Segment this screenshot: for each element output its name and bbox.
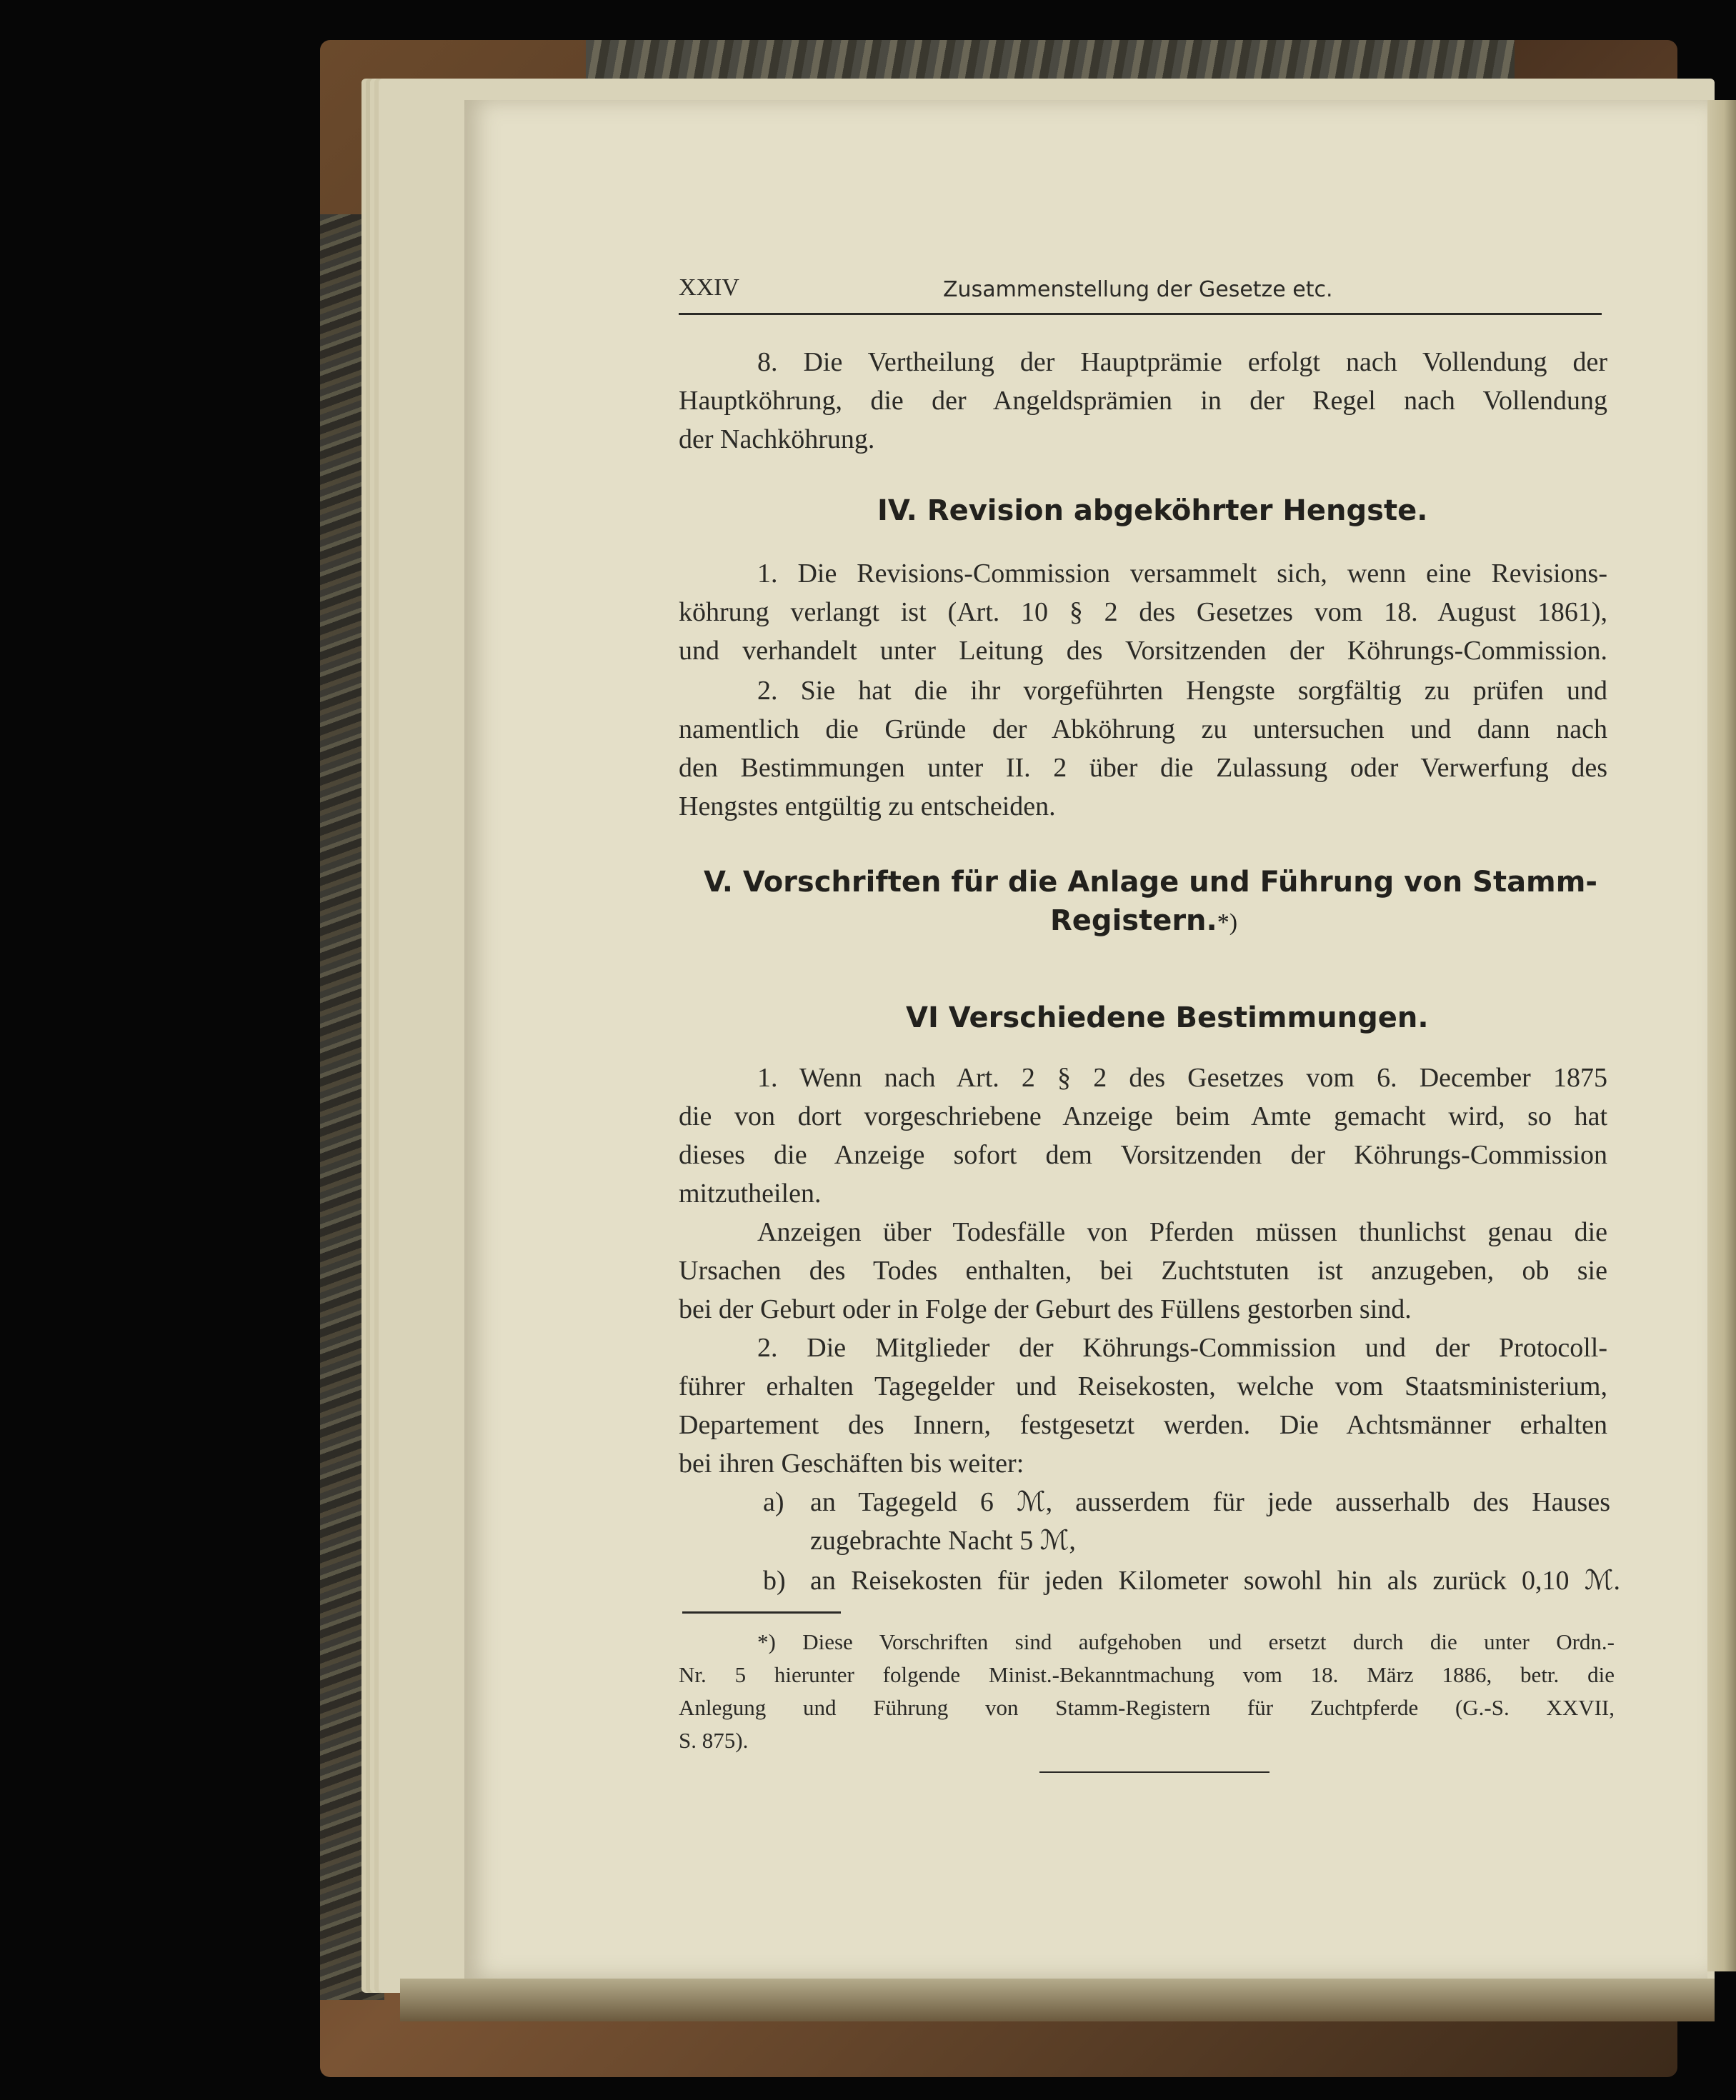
item-a-line-1: an Tagegeld 6 ℳ, ausserdem für jede ausserhalb des Hauses [810, 1487, 1610, 1517]
marbled-spine [320, 214, 384, 2000]
sec4-p2-line-4: Hengstes entgültig zu entscheiden. [679, 791, 1056, 821]
sec4-p2-line-3: den Bestimmungen unter II. 2 über die Zulassung oder Verwerfung des [679, 753, 1607, 783]
sec4-p2-line-2: namentlich die Gründe der Abköhrung zu untersuchen und dann nach [679, 714, 1607, 744]
section-v-heading-line-1: V. Vorschriften für die Anlage und Führung von Stamm- [704, 866, 1598, 899]
sec6-p2-line-2: Ursachen des Todes enthalten, bei Zuchtstuten ist anzugeben, ob sie [679, 1256, 1607, 1286]
section-v-heading-line-2 [1050, 904, 1237, 937]
running-title: Zusammenstellung der Gesetze etc. [943, 277, 1333, 302]
item-b-marker: b) [763, 1566, 786, 1596]
section-v-heading-text: Registern. [1050, 904, 1217, 937]
sec4-p1-line-2: köhrung verlangt ist (Art. 10 § 2 des Gesetzes vom 18. August 1861), [679, 597, 1607, 627]
sec6-p3-line-3: Departement des Innern, festgesetzt werden. Die Achtsmänner erhalten [679, 1410, 1607, 1440]
sec4-p1-line-1: 1. Die Revisions-Commission versammelt sich, wenn eine Revisions- [757, 559, 1607, 589]
sec6-p1-line-4: mitzutheilen. [679, 1179, 822, 1209]
para-8-line-3: der Nachköhrung. [679, 424, 875, 454]
sec6-p3-line-4: bei ihren Geschäften bis weiter: [679, 1449, 1024, 1479]
sec4-p2-line-1: 2. Sie hat die ihr vorgeführten Hengste sorgfältig zu prüfen und [757, 676, 1607, 706]
footnote-rule [682, 1611, 841, 1614]
end-rule [1039, 1771, 1269, 1773]
header-rule [679, 313, 1602, 315]
footnote-line-3: Anlegung und Führung von Stamm-Registern für Zuchtpferde (G.-S. XXVII, [679, 1695, 1615, 1720]
item-a-marker: a) [763, 1487, 784, 1517]
sec6-p2-line-1: Anzeigen über Todesfälle von Pferden müssen thunlichst genau die [757, 1217, 1607, 1247]
facing-page-edge [1706, 100, 1736, 1971]
item-a-line-2: zugebrachte Nacht 5 ℳ, [810, 1526, 1076, 1556]
sec6-p1-line-1: 1. Wenn nach Art. 2 § 2 des Gesetzes vom 6. December 1875 [757, 1063, 1607, 1093]
footnote-line-2: Nr. 5 hierunter folgende Minist.-Bekanntmachung vom 18. März 1886, betr. die [679, 1662, 1615, 1687]
section-vi-heading: VI Verschiedene Bestimmungen. [906, 1001, 1429, 1034]
sec6-p3-line-1: 2. Die Mitglieder der Köhrungs-Commission und der Protocoll- [757, 1333, 1607, 1363]
footnote-marker: *) [1217, 909, 1238, 936]
section-iv-heading: IV. Revision abgeköhrter Hengste. [877, 494, 1428, 527]
footnote-line-4: S. 875). [679, 1728, 749, 1753]
sec4-p1-line-3: und verhandelt unter Leitung des Vorsitzenden der Köhrungs-Commission. [679, 636, 1607, 666]
page-bottom-shadow [400, 1979, 1715, 2021]
item-b-line-1: an Reisekosten für jeden Kilometer sowohl hin als zurück 0,10 ℳ. [810, 1566, 1620, 1596]
sec6-p1-line-3: dieses die Anzeige sofort dem Vorsitzenden der Köhrungs-Commission [679, 1140, 1607, 1170]
page-number: XXIV [679, 274, 739, 301]
para-8-line-1: 8. Die Vertheilung der Hauptprämie erfolgt nach Vollendung der [757, 347, 1607, 377]
sec6-p3-line-2: führer erhalten Tagegelder und Reisekosten, welche vom Staatsministerium, [679, 1371, 1607, 1401]
footnote-line-1: *) Diese Vorschriften sind aufgehoben und ersetzt durch die unter Ordn.- [757, 1629, 1615, 1654]
para-8-line-2: Hauptköhrung, die der Angeldsprämien in der Regel nach Vollendung [679, 386, 1607, 416]
sec6-p2-line-3: bei der Geburt oder in Folge der Geburt des Füllens gestorben sind. [679, 1294, 1412, 1324]
sec6-p1-line-2: die von dort vorgeschriebene Anzeige beim Amte gemacht wird, so hat [679, 1101, 1607, 1131]
